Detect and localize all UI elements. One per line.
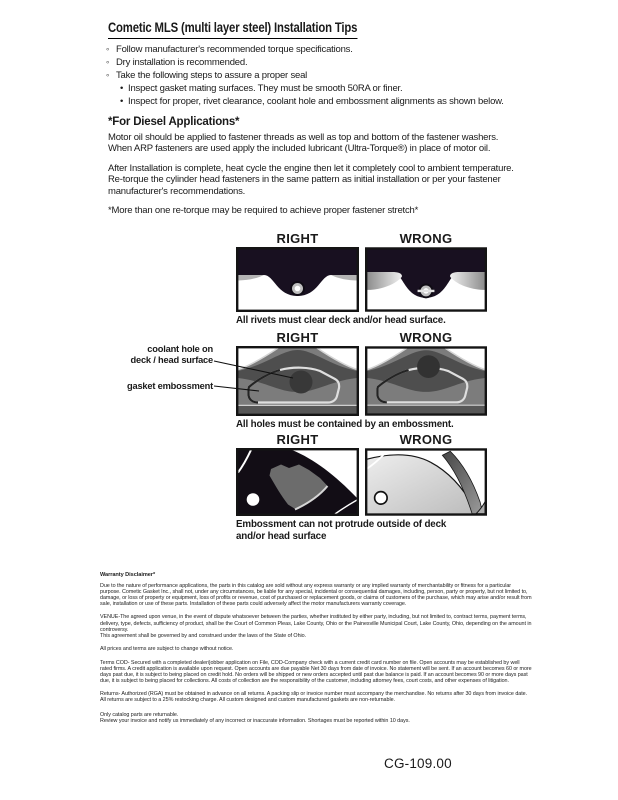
bolt-hole-icon: [247, 493, 260, 506]
bullet-icon: •: [120, 95, 124, 107]
hole-right-diagram: [236, 346, 359, 416]
wrong-label: WRONG: [399, 432, 453, 447]
protrusion-caption: Embossment can not protrude outside of deck and/or head surface: [236, 519, 447, 542]
legal-paragraph: Review your invoice and notify us immediately of any incorrect or inaccurate information. Shortages must be reported within 10 days.: [100, 717, 410, 724]
right-label: RIGHT: [276, 231, 319, 246]
legal-paragraph: This agreement shall be governed by and construed under the laws of the State of Ohio.: [100, 632, 307, 639]
legal-paragraph: All prices and terms are subject to change without notice.: [100, 645, 234, 652]
diagram-labels: [236, 330, 488, 345]
list-item: [106, 57, 536, 70]
page-code: CG-109.00: [384, 756, 452, 771]
retorque-note: *More than one re-torque may be required to achieve proper fastener stretch*: [108, 205, 419, 216]
diesel-paragraph-1: Motor oil should be applied to fastener threads as well as top and bottom of the fastener washers. When ARP fasteners are used apply the included lubricant (Ultra-Torque®) in place of motor oil.: [108, 132, 499, 155]
protrusion-wrong-diagram: [365, 448, 487, 516]
gasket-embossment-callout: gasket embossment: [127, 381, 213, 391]
warranty-disclaimer: [100, 572, 532, 731]
list-item: [120, 96, 536, 109]
diagram-row-protrusion: [236, 432, 488, 542]
legal-paragraph: Due to the nature of performance applications, the parts in this catalog are sold without any express warranty or any implied warranty of merchantability or fitness for a particular purpose. Cometic Gasket Inc., shall not, under any circumstances, be liable for any special, incidental or consequential damages, including, person, party or property, but not limited to, damage, or loss of property or equipment, loss of profits or revenue, cost of purchased or replacement goods, or claims of customers of the purchase, which may arise and/or result from sale, installation or use of these parts. Installation of these parts could adversely affect the motor manufacturers warranty coverage.: [100, 583, 532, 608]
diagram-labels: [236, 432, 488, 447]
legal-paragraph: Terms COD- Secured with a completed dealer/jobber application on File, COD-Company check with a current credit card number on file. Open accounts may be established by well rated firms. A credit application is available upon request. Open accounts are due payable Net 30 days from date of invoice. No statement will be sent. If an account becomes 60 or more days past due, it is subject to being placed on credit hold. No orders will be shipped or new orders accepted until past due balance is paid. If an account becomes 90 or more days past due, it is subject to being placed for collections. All costs of collection are the responsibility of the customer, including attorney fees, court costs, and other expenses of litigation.: [100, 659, 532, 685]
tip-text: Dry installation is recommended.: [116, 56, 248, 68]
rivet-right-diagram: [236, 247, 359, 312]
coolant-hole-icon: [417, 355, 440, 378]
tip-text: Inspect for proper, rivet clearance, coolant hole and embossment alignments as shown below.: [128, 95, 504, 107]
diesel-paragraph-2: After Installation is complete, heat cycle the engine then let it completely cool to ambient temperature. Re-torque the cylinder head fasteners in the same pattern as initial installation or per your fastener manufacturer's recommendations.: [108, 163, 514, 197]
bolt-hole-icon: [375, 492, 387, 504]
wrong-label: WRONG: [399, 231, 453, 246]
diesel-applications-heading: *For Diesel Applications*: [108, 116, 240, 128]
right-label: RIGHT: [276, 432, 319, 447]
hole-wrong-diagram: [365, 346, 487, 416]
tip-text: Inspect gasket mating surfaces. They must be smooth 50RA or finer.: [128, 82, 403, 94]
tip-text: Follow manufacturer's recommended torque specifications.: [116, 44, 353, 55]
coolant-hole-icon: [290, 371, 313, 394]
open-bullet-icon: ◦: [106, 56, 110, 68]
hole-caption: All holes must be contained by an embossment.: [236, 419, 454, 430]
warranty-heading: Warranty Disclaimer*: [100, 572, 156, 578]
diagram-row-holes: [236, 330, 488, 430]
list-item: [106, 44, 536, 57]
rivet-wrong-diagram: [365, 247, 487, 312]
protrusion-right-diagram: [236, 448, 359, 516]
diagram-labels: [236, 231, 488, 246]
page-title: Cometic MLS (multi layer steel) Installation Tips: [108, 20, 357, 39]
diagram-row-rivets: [236, 231, 488, 326]
right-label: RIGHT: [276, 330, 319, 345]
coolant-hole-callout: coolant hole on deck / head surface: [130, 344, 213, 365]
bullet-icon: •: [120, 82, 124, 94]
legal-paragraph: Returns- Authorized (RGA) must be obtained in advance on all returns. A packing slip or invoice number must accompany the merchandise. No returns after 30 days from invoice date. All returns are subject to a 25% restocking charge. All custom designed and custom manufactured gaskets are non-returnable.: [100, 691, 528, 704]
list-item: [106, 70, 536, 83]
legal-paragraph: VENUE-The agreed upon venue, in the event of dispute whatsoever between the parties, whether instituted by either party, including, but not limited to, contract terms, payment terms, delivery, type, defects, sufficiency of product, shall be the Court of Common Pleas, Lake County, Ohio or the Painesville Municipal Court, Lake County, Ohio, depending on the amount in controversy.: [100, 614, 532, 633]
open-bullet-icon: ◦: [106, 44, 110, 55]
rivet-caption: All rivets must clear deck and/or head surface.: [236, 315, 446, 326]
open-bullet-icon: ◦: [106, 69, 110, 81]
tip-text: Take the following steps to assure a proper seal: [116, 69, 308, 81]
list-item: [120, 83, 536, 96]
legal-paragraph: Only catalog parts are returnable.: [100, 711, 179, 718]
wrong-label: WRONG: [399, 330, 453, 345]
installation-tips-list: [106, 44, 536, 109]
